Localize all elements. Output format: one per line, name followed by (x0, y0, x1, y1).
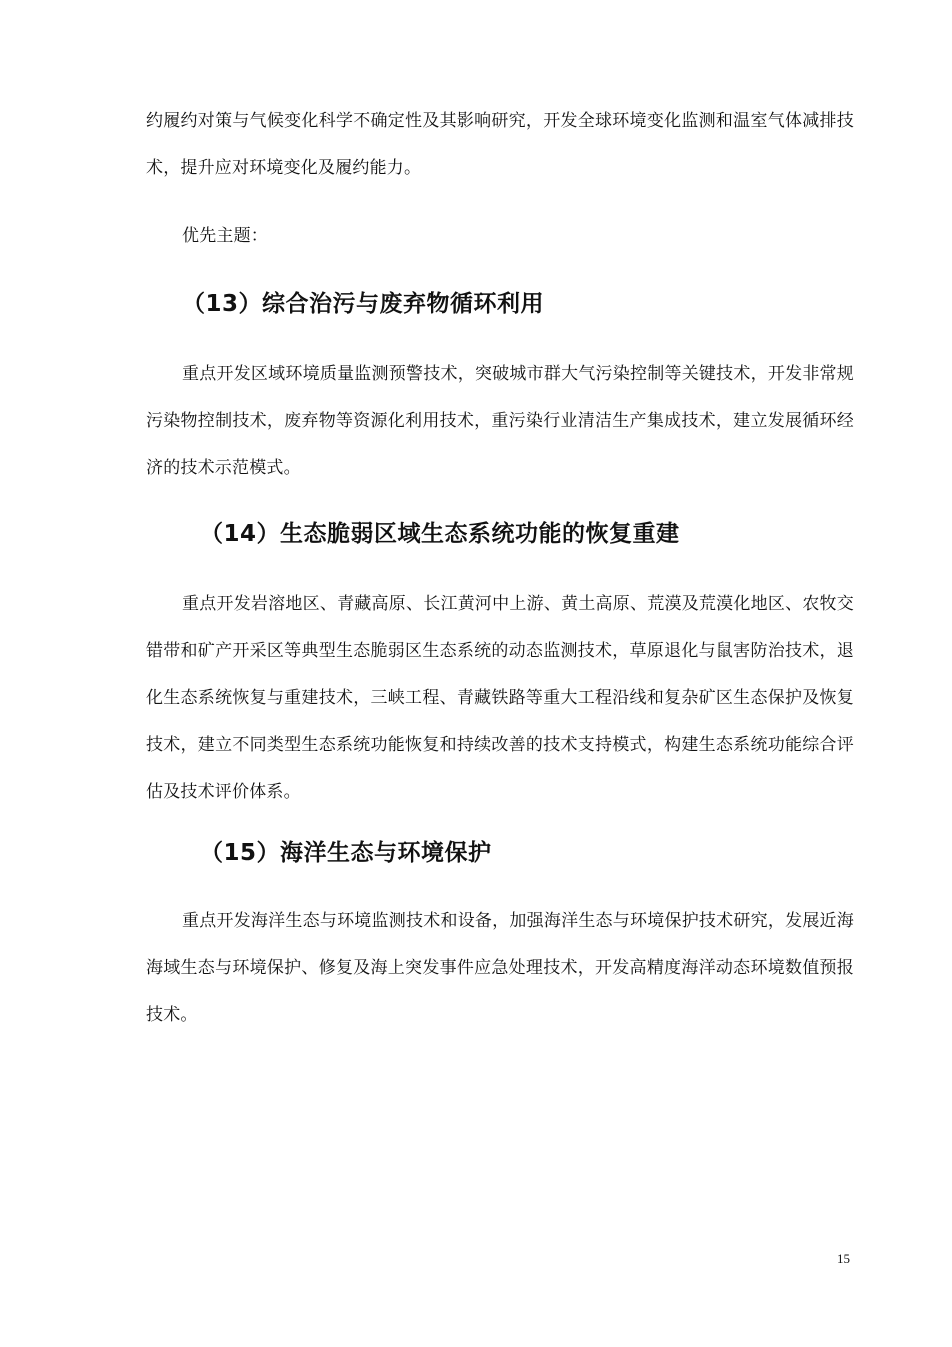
section-heading-15: （15）海洋生态与环境保护 (200, 840, 492, 866)
section-body-15: 重点开发海洋生态与环境监测技术和设备，加强海洋生态与环境保护技术研究，发展近海海域生态与环境保护、修复及海上突发事件应急处理技术，开发高精度海洋动态环境数值预报技术。 (146, 911, 854, 1025)
priority-topics-label: 优先主题： (182, 226, 268, 246)
section-heading-14: （14）生态脆弱区域生态系统功能的恢复重建 (200, 521, 680, 547)
section-heading-13: （13）综合治污与废弃物循环利用 (182, 291, 545, 317)
section-body-14: 重点开发岩溶地区、青藏高原、长江黄河中上游、黄土高原、荒漠及荒漠化地区、农牧交错带和矿产开采区等典型生态脆弱区生态系统的动态监测技术，草原退化与鼠害防治技术，退化生态系统恢复与重建技术，三峡工程、青藏铁路等重大工程沿线和复杂矿区生态保护及恢复技术，建立不同类型生态系统功能恢复和持续改善的技术支持模式，构建生态系统功能综合评估及技术评价体系。 (146, 594, 854, 802)
page-number: 15 (837, 1251, 850, 1266)
section-body-13: 重点开发区域环境质量监测预警技术，突破城市群大气污染控制等关键技术，开发非常规污染物控制技术，废弃物等资源化利用技术，重污染行业清洁生产集成技术，建立发展循环经济的技术示范模式。 (146, 364, 854, 478)
intro-paragraph: 约履约对策与气候变化科学不确定性及其影响研究，开发全球环境变化监测和温室气体减排技术，提升应对环境变化及履约能力。 (146, 111, 854, 178)
